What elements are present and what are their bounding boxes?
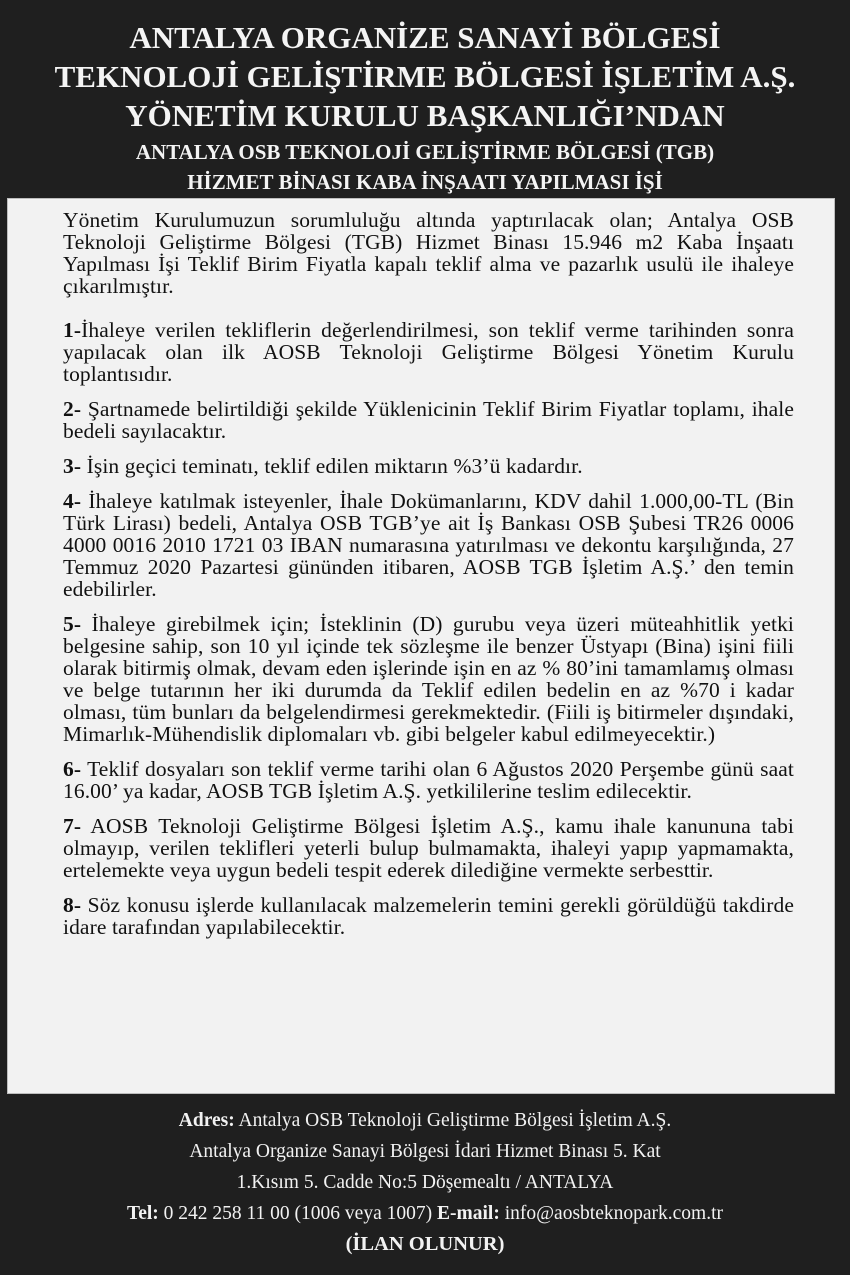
- clause-8: [63, 894, 794, 938]
- tel-value: 0 242 258 11 00 (1006 veya 1007): [158, 1203, 437, 1224]
- header-title-line-1: ANTALYA ORGANİZE SANAYİ BÖLGESİ: [129, 20, 721, 55]
- clause-5: [63, 613, 794, 745]
- clause-text: Şartnamede belirtildiği şekilde Yüklenicinin Teklif Birim Fiyatlar toplamı, ihale bedeli sayılacaktır.: [63, 397, 794, 443]
- clause-number: 6-: [63, 757, 82, 781]
- contact-footer: [0, 1097, 850, 1275]
- clause-number: 4-: [63, 489, 82, 513]
- announcement-header: [0, 0, 850, 198]
- clause-number: 8-: [63, 893, 82, 917]
- address-line-2: Antalya Organize Sanayi Bölgesi İdari Hizmet Binası 5. Kat: [189, 1141, 661, 1162]
- clause-3: [63, 455, 794, 477]
- header-title-line-2: TEKNOLOJİ GELİŞTİRME BÖLGESİ İŞLETİM A.Ş.: [54, 59, 796, 94]
- email-value: info@aosbteknopark.com.tr: [499, 1203, 724, 1224]
- clause-text: Teklif dosyaları son teklif verme tarihi olan 6 Ağustos 2020 Perşembe günü saat 16.00’ ya kadar, AOSB TGB İşletim A.Ş. yetkililerine teslim edilecektir.: [63, 757, 794, 803]
- address-line-3: 1.Kısım 5. Cadde No:5 Döşemealtı / ANTALYA: [236, 1172, 614, 1193]
- clause-text: İhaleye verilen tekliflerin değerlendirilmesi, son teklif verme tarihinden sonra yapılacak olan ilk AOSB Teknoloji Geliştirme Bölgesi Yönetim Kurulu toplantısıdır.: [63, 318, 794, 386]
- clause-7: [63, 815, 794, 881]
- header-subtitle-line-1: ANTALYA OSB TEKNOLOJİ GELİŞTİRME BÖLGESİ (TGB): [135, 140, 715, 164]
- address-line-1: [0, 1105, 850, 1136]
- tel-label: Tel:: [126, 1203, 159, 1224]
- address-label: Adres:: [178, 1110, 235, 1131]
- header-subtitle-line-2: HİZMET BİNASI KABA İNŞAATI YAPILMASI İŞİ: [187, 170, 663, 194]
- clause-number: 7-: [63, 814, 82, 838]
- clause-text: AOSB Teknoloji Geliştirme Bölgesi İşletim A.Ş., kamu ihale kanununa tabi olmayıp, verilen teklifleri yeterli bulup bulmamakta, ihaleyi yapıp yapmamakta, ertelemekte veya uygun bedeli tespit ederek dilediğine vermekte serbesttir.: [63, 814, 794, 882]
- clause-6: [63, 758, 794, 802]
- address-value: Antalya OSB Teknoloji Geliştirme Bölgesi İşletim A.Ş.: [234, 1110, 672, 1131]
- announcement-body: [7, 198, 835, 1094]
- clause-text: İşin geçici teminatı, teklif edilen miktarın %3’ü kadardır.: [81, 454, 583, 478]
- clause-text: Söz konusu işlerde kullanılacak malzemelerin temini gerekli görüldüğü takdirde idare tarafından yapılabilecektir.: [63, 893, 794, 939]
- email-label: E-mail:: [436, 1203, 500, 1224]
- clause-number: 3-: [63, 454, 82, 478]
- header-title-line-3: YÖNETİM KURULU BAŞKANLIĞI’NDAN: [125, 98, 725, 133]
- clause-text: İhaleye katılmak isteyenler, İhale Dokümanlarını, KDV dahil 1.000,00-TL (Bin Türk Lirası) bedeli, Antalya OSB TGB’ye ait İş Bankası OSB Şubesi TR26 0006 4000 0016 2010 1721 03 IBAN numarasına yatırılması ve dekontu karşılığında, 27 Temmuz 2020 Pazartesi gününden itibaren, AOSB TGB İşletim A.Ş.’ den temin edebilirler.: [63, 489, 794, 601]
- clause-number: 5-: [63, 612, 82, 636]
- clause-number: 1-: [63, 318, 82, 342]
- closing-statement: (İLAN OLUNUR): [345, 1233, 505, 1255]
- clause-text: İhaleye girebilmek için; İsteklinin (D) gurubu veya üzeri müteahhitlik yetki belgesine sahip, son 10 yıl içinde tek sözleşme ile benzer Üstyapı (Bina) işini fiili olarak bitirmiş olmak, devam eden işlerinde işin en az % 80’ini tamamlamış olması ve belge tutarının her iki durumda da Teklif edilen bedelin en az %70 i kadar olması, tüm bunları da belgelendirmesi gerekmektedir. (Fiili iş bitirmeler dışındaki, Mimarlık-Mühendislik diplomaları vb. gibi belgeler kabul edilmeyecektir.): [63, 612, 794, 746]
- intro-paragraph: Yönetim Kurulumuzun sorumluluğu altında yaptırılacak olan; Antalya OSB Teknoloji Geliştirme Bölgesi (TGB) Hizmet Binası 15.946 m2 Kaba İnşaatı Yapılması İşi Teklif Birim Fiyatla kapalı teklif alma ve pazarlık usulü ile ihaleye çıkarılmıştır.: [63, 208, 794, 298]
- contact-line: [0, 1198, 850, 1229]
- clause-1: [63, 319, 794, 385]
- clause-2: [63, 398, 794, 442]
- clause-4: [63, 490, 794, 600]
- clause-number: 2-: [63, 397, 82, 421]
